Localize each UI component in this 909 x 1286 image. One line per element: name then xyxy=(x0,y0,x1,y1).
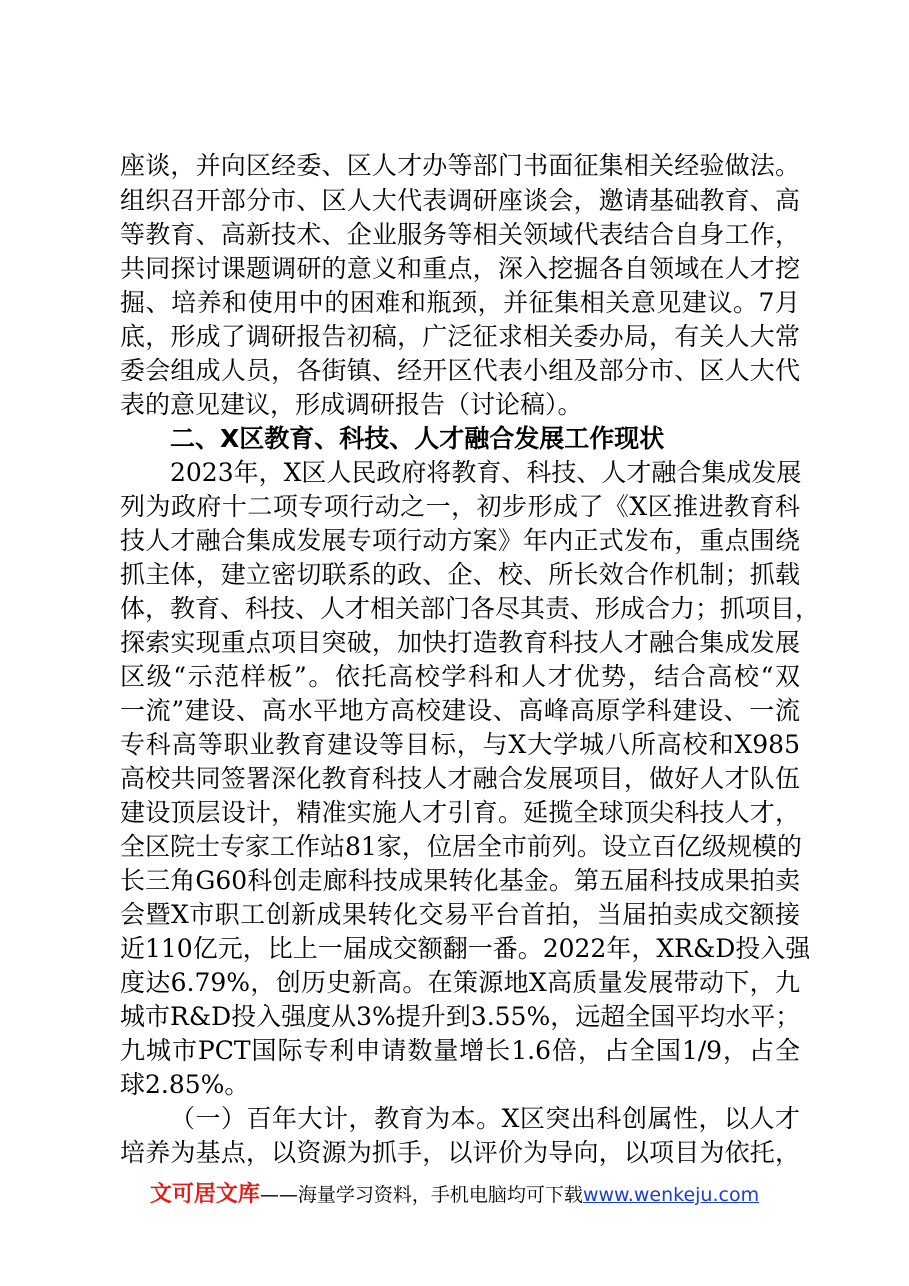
paragraph-line: （一）百年大计，教育为本。X区突出科创属性，以人才 xyxy=(170,1104,800,1133)
paragraph-line: 委会组成人员，各街镇、经开区代表小组及部分市、区人大代 xyxy=(120,356,800,385)
footer-link[interactable]: www.wenkeju.com xyxy=(582,1184,760,1206)
paragraph-line: 座谈，并向区经委、区人才办等部门书面征集相关经验做法。 xyxy=(120,151,800,180)
footer-tagline: ——海量学习资料，手机电脑均可下载 xyxy=(259,1184,583,1206)
paragraph-line: 探索实现重点项目突破，加快打造教育科技人才融合集成发展 xyxy=(120,628,800,657)
paragraph-line: 建设顶层设计，精准实施人才引育。延揽全球顶尖科技人才， xyxy=(120,798,800,827)
paragraph-line: 2023年，X区人民政府将教育、科技、人才融合集成发展 xyxy=(170,458,802,487)
paragraph-line: 专科高等职业教育建设等目标，与X大学城八所高校和X985 xyxy=(120,730,800,759)
paragraph-line: 区级“示范样板”。依托高校学科和人才优势，结合高校“双 xyxy=(120,662,800,691)
paragraph-line: 度达6.79%，创历史新高。在策源地X高质量发展带动下，九 xyxy=(120,968,800,997)
paragraph-line: 共同探讨课题调研的意义和重点，深入挖掘各自领域在人才挖 xyxy=(120,254,800,283)
paragraph-line: 等教育、高新技术、企业服务等相关领域代表结合自身工作， xyxy=(120,220,800,249)
paragraph-line: 高校共同签署深化教育科技人才融合发展项目，做好人才队伍 xyxy=(120,764,800,793)
paragraph-line: 一流”建设、高水平地方高校建设、高峰高原学科建设、一流 xyxy=(120,696,800,725)
paragraph-line: 会暨X市职工创新成果转化交易平台首拍，当届拍卖成交额接 xyxy=(120,900,800,929)
paragraph-line: 培养为基点，以资源为抓手，以评价为导向，以项目为依托， xyxy=(120,1138,800,1167)
footer-brand: 文可居文库 xyxy=(149,1182,260,1207)
paragraph-line: 球2.85%。 xyxy=(120,1070,250,1099)
paragraph-line: 掘、培养和使用中的困难和瓶颈，并征集相关意见建议。7月 xyxy=(120,288,800,317)
paragraph-line: 底，形成了调研报告初稿，广泛征求相关委办局，有关人大常 xyxy=(120,322,800,351)
paragraph-line: 长三角G60科创走廊科技成果转化基金。第五届科技成果拍卖 xyxy=(120,866,800,895)
paragraph-line: 城市R&D投入强度从3%提升到3.55%，远超全国平均水平； xyxy=(120,1002,801,1031)
paragraph-line: 列为政府十二项专项行动之一，初步形成了《X区推进教育科 xyxy=(120,492,800,521)
footer-banner xyxy=(0,1180,909,1210)
paragraph-line: 九城市PCT国际专利申请数量增长1.6倍，占全国1/9，占全 xyxy=(120,1036,800,1065)
paragraph-line: 技人才融合集成发展专项行动方案》年内正式发布，重点围绕 xyxy=(120,526,800,555)
paragraph-line: 全区院士专家工作站81家，位居全市前列。设立百亿级规模的 xyxy=(120,832,802,861)
paragraph-line: 体，教育、科技、人才相关部门各尽其责、形成合力；抓项目， xyxy=(120,594,821,623)
section-heading: 二、X区教育、科技、人才融合发展工作现状 xyxy=(170,424,665,453)
paragraph-line: 近110亿元，比上一届成交额翻一番。2022年，XR&D投入强 xyxy=(120,934,811,963)
paragraph-line: 抓主体，建立密切联系的政、企、校、所长效合作机制；抓载 xyxy=(120,560,800,589)
paragraph-line: 表的意见建议，形成调研报告（讨论稿）。 xyxy=(120,390,583,419)
paragraph-line: 组织召开部分市、区人大代表调研座谈会，邀请基础教育、高 xyxy=(120,186,800,215)
